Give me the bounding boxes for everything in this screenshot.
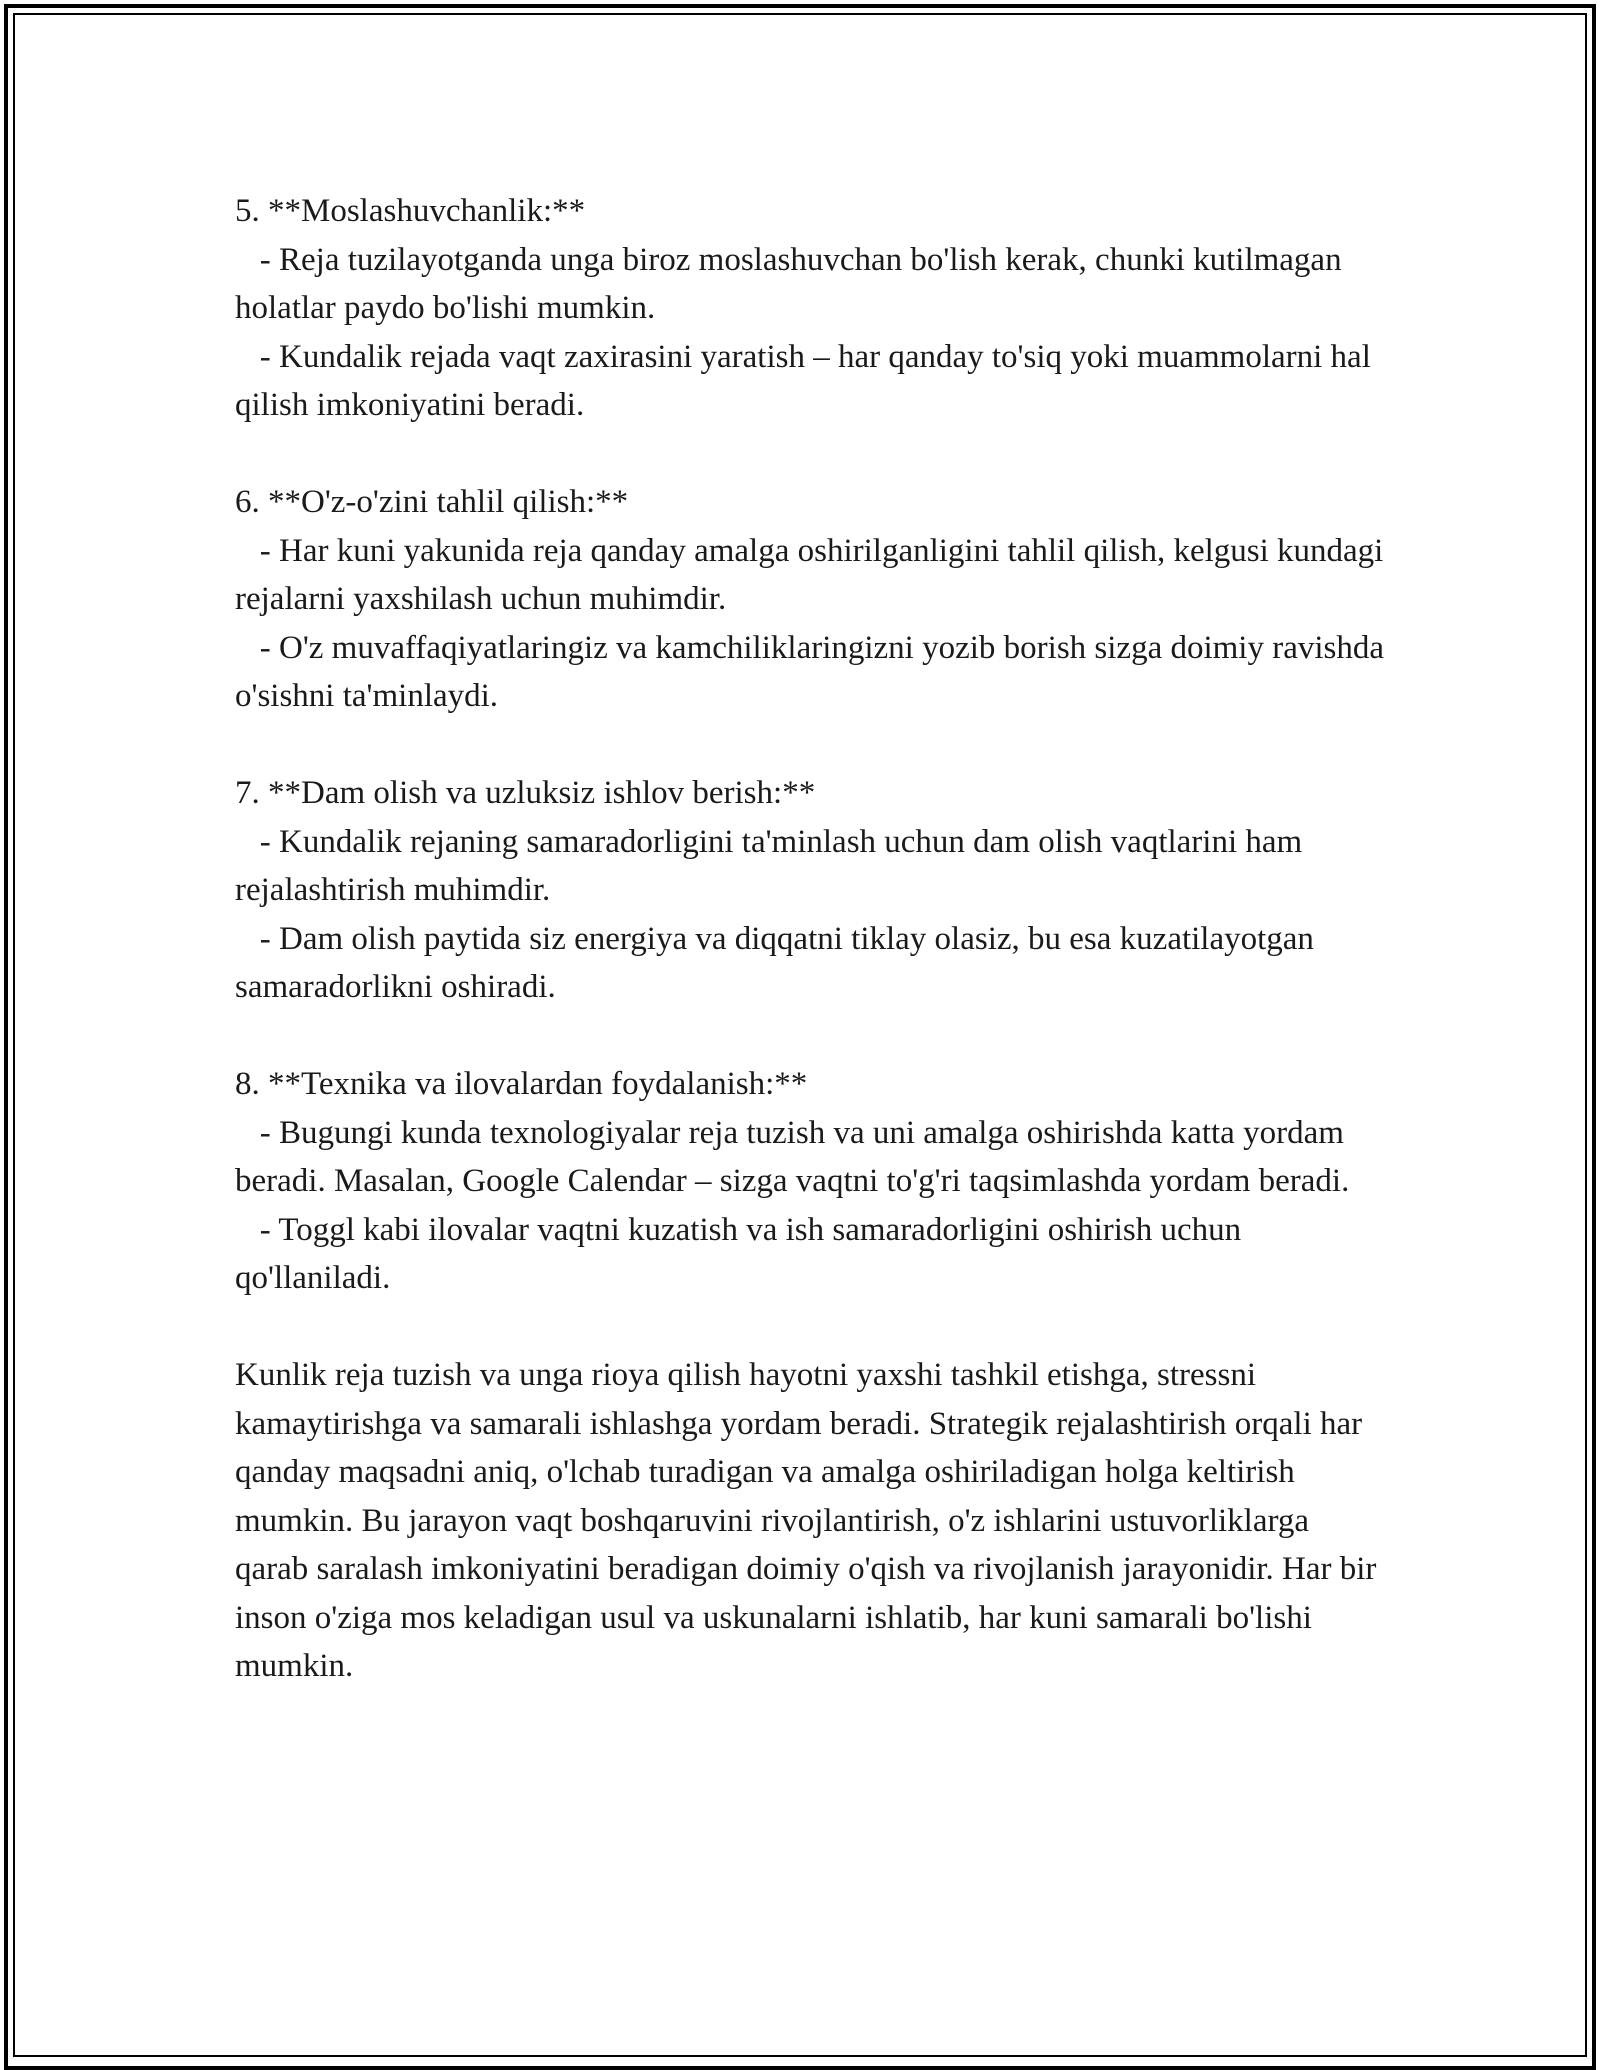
section-bullet: - Bugungi kunda texnologiyalar reja tuzish va uni amalga oshirishda katta yordam beradi. Masalan, Google Calendar – sizga vaqtni to'g'ri taqsimlashda yordam beradi. (235, 1114, 1353, 1199)
section-flexibility (235, 187, 1385, 430)
section-heading: 8. **Texnika va ilovalardan foydalanish:** (235, 1066, 808, 1102)
section-tools (235, 1060, 1385, 1303)
section-self-analysis (235, 478, 1393, 721)
section-bullet: - Kundalik rejada vaqt zaxirasini yaratish – har qanday to'siq yoki muammolarni hal qilish imkoniyatini beradi. (235, 338, 1380, 423)
section-bullet: - O'z muvaffaqiyatlaringiz va kamchiliklaringizni yozib borish sizga doimiy ravishda o'sishni ta'minlaydi. (235, 629, 1393, 714)
section-bullet: - Dam olish paytida siz energiya va diqqatni tiklay olasiz, bu esa kuzatilayotgan samaradorlikni oshiradi. (235, 920, 1323, 1005)
closing-paragraph: Kunlik reja tuzish va unga rioya qilish hayotni yaxshi tashkil etishga, stressni kamaytirishga va samarali ishlashga yordam beradi. Strategik rejalashtirish orqali har qanday maqsadni aniq, o'lchab turadigan va amalga oshiriladigan holga keltirish mumkin. Bu jarayon vaqt boshqaruvini rivojlantirish, o'z ishlarini ustuvorliklarga qarab saralash imkoniyatini beradigan doimiy o'qish va rivojlanish jarayonidir. Har bir inson o'ziga mos keladigan usul va uskunalarni ishlatib, har kuni samarali bo'lishi mumkin. (235, 1357, 1377, 1684)
section-rest (235, 769, 1385, 1012)
section-bullet: - Toggl kabi ilovalar vaqtni kuzatish va ish samaradorligini oshirish uchun qo'llaniladi. (235, 1211, 1250, 1296)
section-bullet: - Reja tuzilayotganda unga biroz moslashuvchan bo'lish kerak, chunki kutilmagan holatlar paydo bo'lishi mumkin. (235, 241, 1350, 326)
section-bullet: - Har kuni yakunida reja qanday amalga oshirilganligini tahlil qilish, kelgusi kundagi rejalarni yaxshilash uchun muhimdir. (235, 532, 1392, 617)
section-heading: 5. **Moslashuvchanlik:** (235, 193, 586, 229)
document-body (235, 187, 1393, 1691)
section-heading: 6. **O'z-o'zini tahlil qilish:** (235, 484, 629, 520)
section-bullet: - Kundalik rejaning samaradorligini ta'minlash uchun dam olish vaqtlarini ham rejalashtirish muhimdir. (235, 823, 1311, 908)
section-heading: 7. **Dam olish va uzluksiz ishlov berish:** (235, 775, 816, 811)
